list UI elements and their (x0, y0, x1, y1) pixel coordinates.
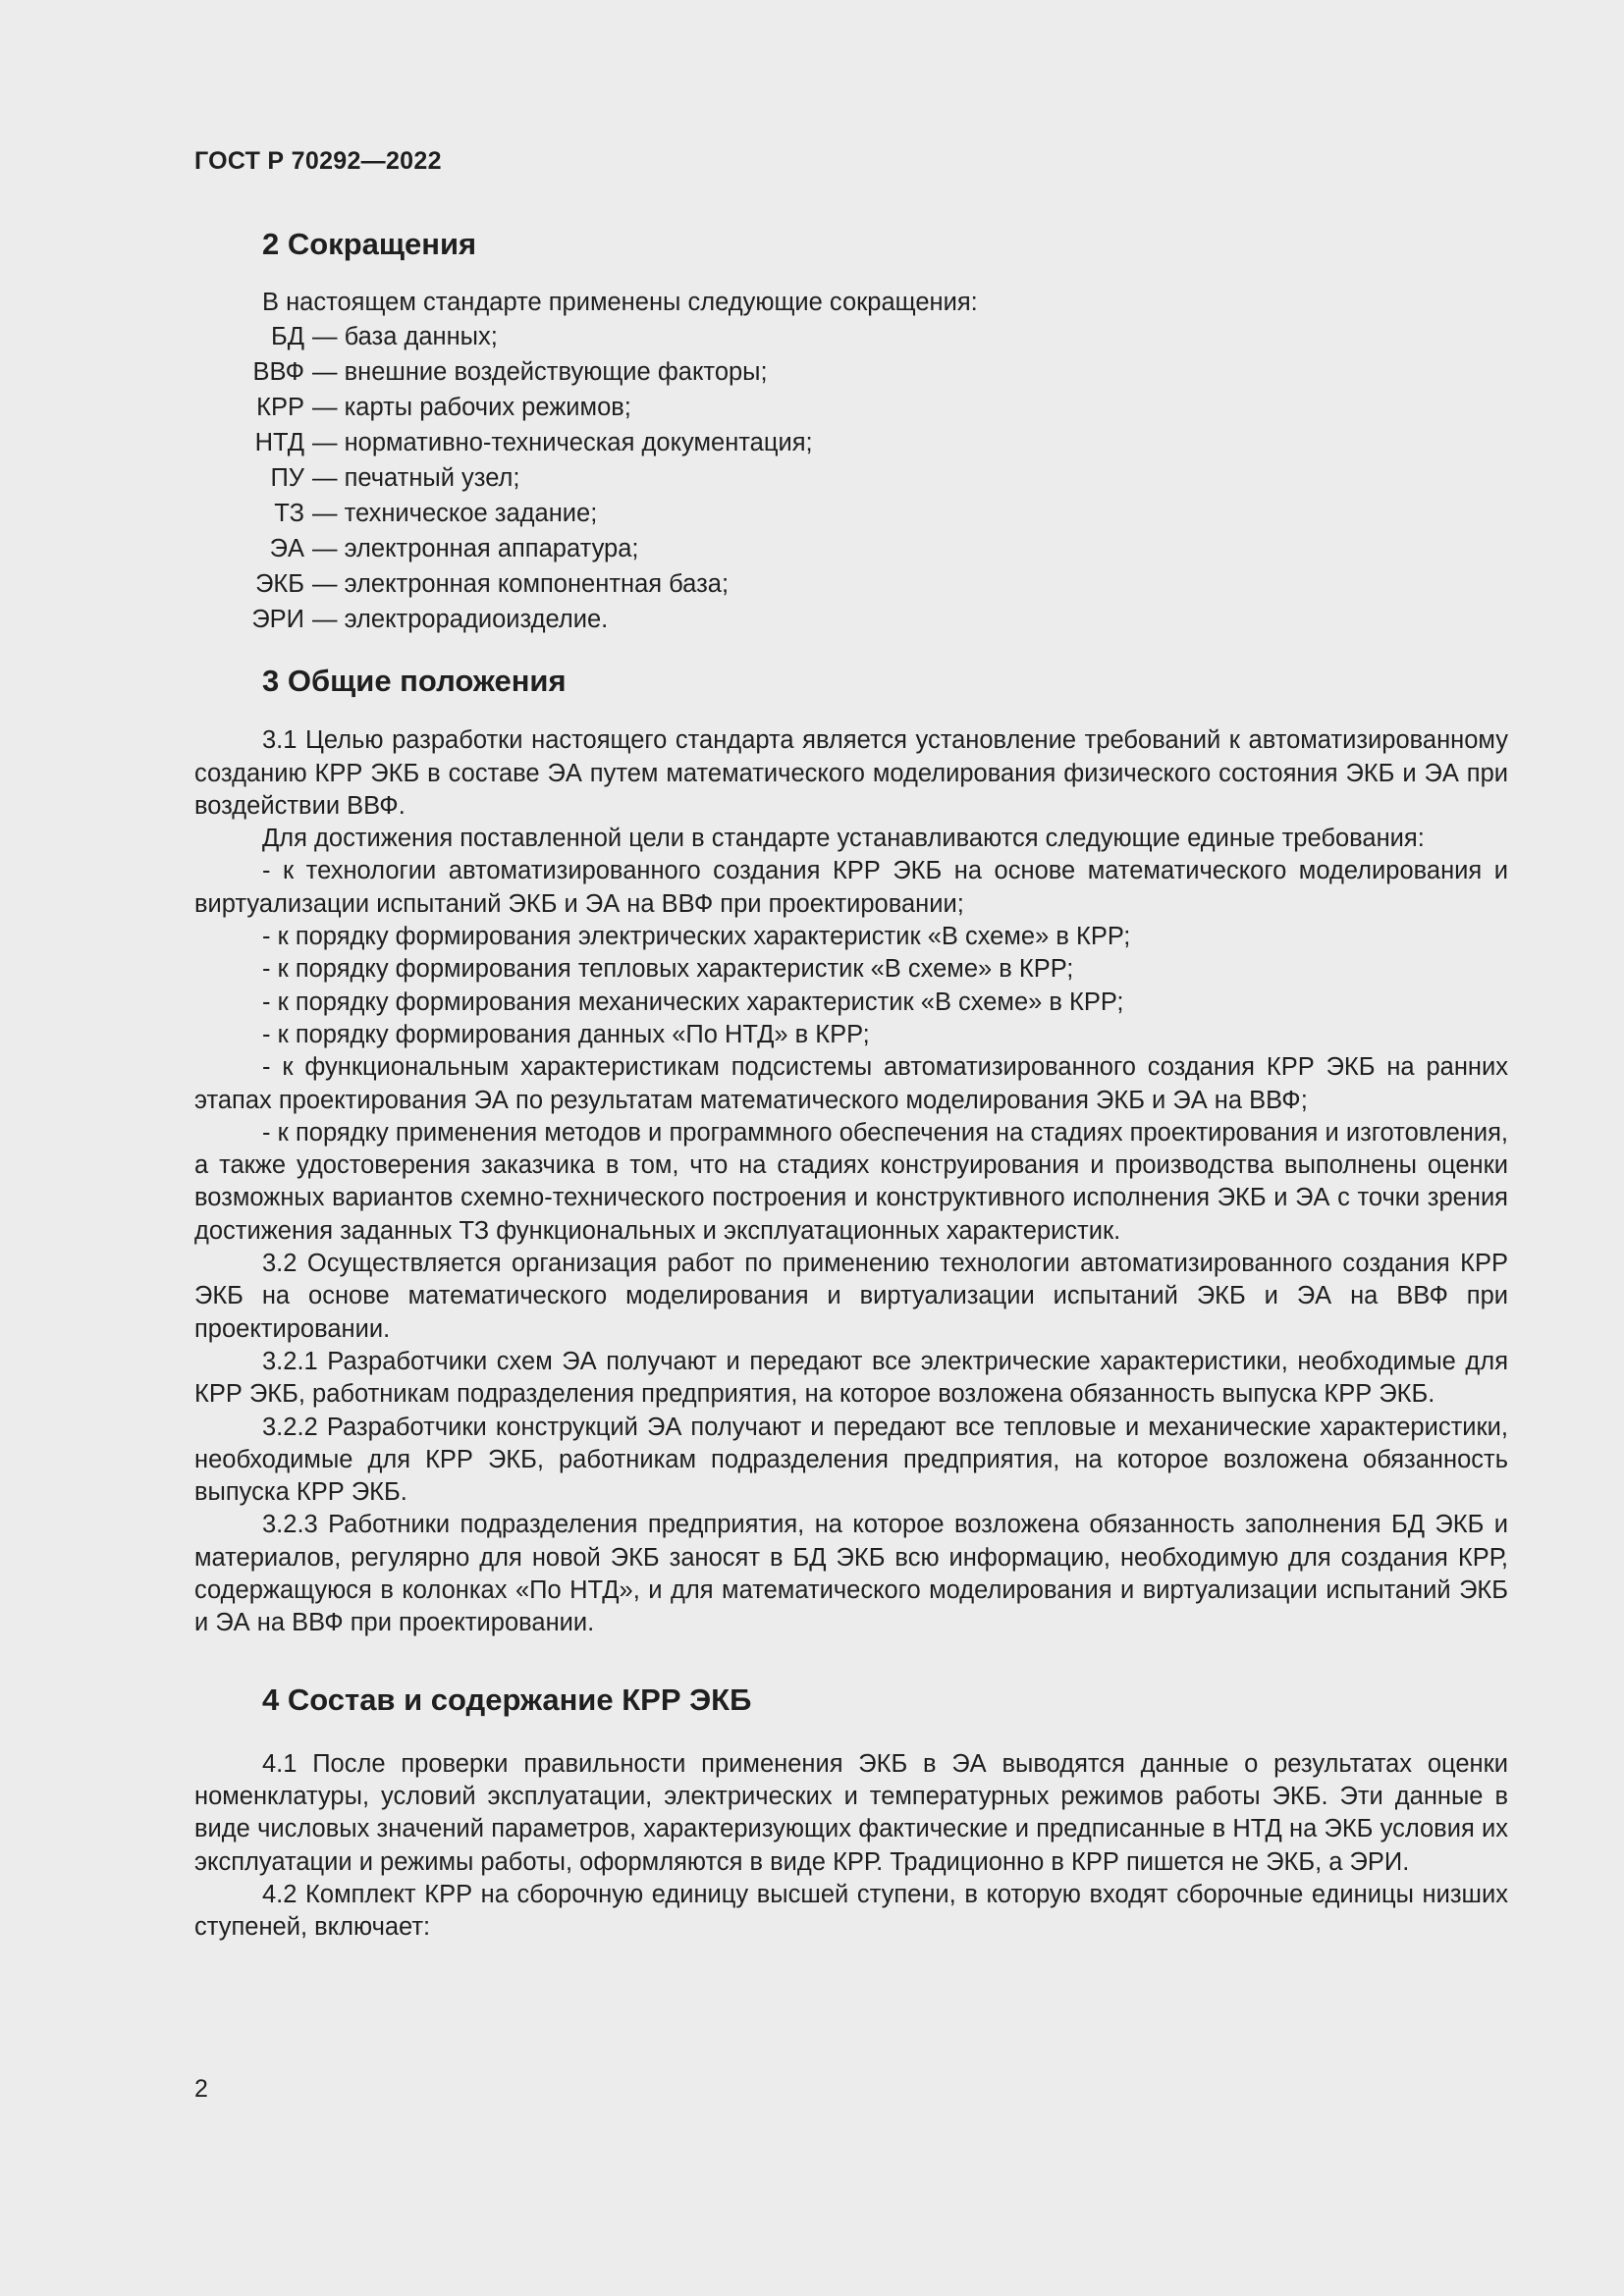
abbreviation-item (194, 460, 1508, 496)
requirement-item: - к порядку формирования тепловых характеристик «В схеме» в КРР; (262, 955, 1074, 984)
document-body (194, 222, 1508, 1944)
abbreviation-term: НТД (254, 429, 304, 457)
abbreviation-term: КРР (256, 394, 304, 422)
paragraph-3-2-3: 3.2.3 Работники подразделения предприятия, на которое возложена обязанность заполнения БД ЭКБ и материалов, регулярно для новой ЭКБ заносят в БД ЭКБ всю информацию, необходимую для создания КРР, содержащуюся в колонках «По НТД», и для математического моделирования и виртуализации испытаний ЭКБ и ЭА на ВВФ при проектировании. (194, 1511, 1508, 1637)
abbreviation-definition: — внешние воздействующие факторы; (312, 358, 768, 387)
abbreviation-item (194, 425, 1508, 460)
abbreviation-item (194, 354, 1508, 390)
paragraph-3-2-1: 3.2.1 Разработчики схем ЭА получают и передают все электрические характеристики, необходимые для КРР ЭКБ, работникам подразделения предприятия, на которое возложена обязанность выпуска КРР ЭКБ. (194, 1347, 1508, 1409)
abbreviation-item (194, 566, 1508, 602)
paragraph-goal: Для достижения поставленной цели в стандарте устанавливаются следующие единые требования: (262, 825, 1425, 853)
requirement-item: - к технологии автоматизированного создания КРР ЭКБ на основе математического моделирования и виртуализации испытаний ЭКБ и ЭА на ВВФ при проектировании; (194, 857, 1508, 918)
requirement-item: - к порядку формирования механических характеристик «В схеме» в КРР; (262, 988, 1124, 1016)
document-header: ГОСТ Р 70292—2022 (194, 147, 442, 175)
requirement-item: - к порядку формирования электрических характеристик «В схеме» в КРР; (262, 923, 1131, 951)
abbreviation-definition: — электронная аппаратура; (312, 535, 639, 563)
paragraph-3-2: 3.2 Осуществляется организация работ по применению технологии автоматизированного создания КРР ЭКБ на основе математического моделирования и виртуализации испытаний ЭКБ и ЭА на ВВФ при проектировании. (194, 1250, 1508, 1343)
abbreviations-list (194, 319, 1508, 637)
abbreviation-term: ЭРИ (251, 606, 304, 634)
abbreviation-term: ЭКБ (255, 570, 304, 599)
paragraph-4-2: 4.2 Комплект КРР на сборочную единицу высшей ступени, в которую входят сборочные единицы низших ступеней, включает: (194, 1880, 1508, 1942)
abbreviation-item (194, 496, 1508, 531)
abbreviation-definition: — электронная компонентная база; (312, 570, 730, 599)
abbreviation-term: БД (270, 323, 304, 351)
paragraph-3-2-2: 3.2.2 Разработчики конструкций ЭА получают и передают все тепловые и механические характеристики, необходимые для КРР ЭКБ, работникам подразделения предприятия, на которое возложена обязанность выпуска КРР ЭКБ. (194, 1413, 1508, 1507)
requirement-item: - к порядку формирования данных «По НТД» в КРР; (262, 1020, 870, 1048)
paragraph-3-1: 3.1 Целью разработки настоящего стандарта является установление требований к автоматизированному созданию КРР ЭКБ в составе ЭА путем математического моделирования физического состояния ЭКБ и ЭА при воздействии ВВФ. (194, 726, 1508, 820)
abbreviation-definition: — карты рабочих режимов; (312, 394, 631, 422)
abbreviation-item (194, 602, 1508, 637)
abbreviation-definition: — база данных; (312, 323, 498, 351)
paragraph-4-1: 4.1 После проверки правильности применения ЭКБ в ЭА выводятся данные о результатах оценки номенклатуры, условий эксплуатации, электрических и температурных режимов работы ЭКБ. Эти данные в виде числовых значений параметров, характеризующих фактические и предписанные в НТД на ЭКБ условия их эксплуатации и режимы работы, оформляются в виде КРР. Традиционно в КРР пишется не ЭКБ, а ЭРИ. (194, 1749, 1508, 1876)
abbreviation-term: ПУ (270, 464, 304, 493)
abbreviation-term: ЭА (269, 535, 304, 563)
abbreviation-item (194, 390, 1508, 425)
section-4-title: 4 Состав и содержание КРР ЭКБ (262, 1682, 752, 1717)
abbreviation-term: ТЗ (274, 500, 304, 528)
page-number: 2 (194, 2075, 208, 2103)
abbreviation-definition: — электрорадиоизделие. (312, 606, 609, 634)
abbreviation-item (194, 319, 1508, 354)
abbreviation-definition: — нормативно-техническая документация; (312, 429, 813, 457)
section-2-title: 2 Сокращения (262, 227, 477, 261)
section-3-title: 3 Общие положения (262, 664, 567, 699)
abbreviation-definition: — техническое задание; (312, 500, 598, 528)
abbreviations-intro: В настоящем стандарте применены следующие сокращения: (262, 289, 978, 316)
requirement-item: - к порядку применения методов и программного обеспечения на стадиях проектирования и изготовления, а также удостоверения заказчика в том, что на стадиях конструирования и производства выполнены оценки возможных вариантов схемно-технического построения и конструктивного исполнения ЭКБ и ЭА с точки зрения достижения заданных ТЗ функциональных и эксплуатационных характеристик. (194, 1118, 1508, 1245)
abbreviation-definition: — печатный узел; (312, 464, 520, 493)
requirement-item: - к функциональным характеристикам подсистемы автоматизированного создания КРР ЭКБ на ранних этапах проектирования ЭА по результатам математического моделирования ЭКБ и ЭА на ВВФ; (194, 1053, 1508, 1114)
abbreviation-term: ВВФ (252, 358, 304, 387)
abbreviation-item (194, 531, 1508, 566)
